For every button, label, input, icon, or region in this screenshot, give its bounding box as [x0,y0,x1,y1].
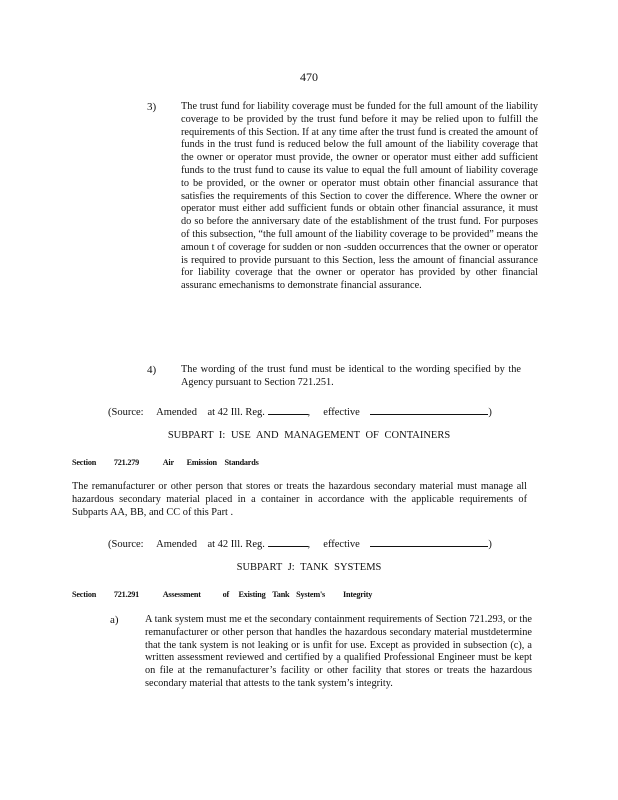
source-prefix: (Source: [108,407,144,418]
page-number: 470 [300,70,318,84]
source-note-1 [108,404,492,419]
section-279-text: The remanufacturer or other person that stores or treats the hazardous secondary material must manage all hazardous secondary material placed in a container in accordance with the applicable requirements of Subparts AA, BB, and CC of this Part . [72,481,527,518]
section-title-word: Standards [224,458,259,467]
section-label: Section [72,458,97,467]
section-title-word: System's [296,590,326,599]
section-title-word: of [222,590,229,599]
source-action: Amended [156,407,197,418]
item-3-number: 3) [147,101,157,113]
source-register: at 42 Ill. Reg. [207,407,265,418]
section-title-word: Air [162,458,174,467]
source-comma: , [307,539,311,550]
subpart-i-heading: SUBPART I: USE AND MANAGEMENT OF CONTAINERS [167,430,451,441]
item-4-number: 4) [147,364,157,376]
item-3-text: The trust fund for liability coverage must be funded for the full amount of the liability coverage to be provided by the trust fund before it may be relied upon to fulfill the requirements of this Section. If at any time after the trust fund is created the amount of funds in the trust fund is reduced below the full amount of the liability coverage that the owner or operator must provide, the owner or operator must either add sufficient funds to the trust fund to cause its value to equal the full amount of liability coverage to be provided, or the owner or operator must obtain other financial assurance that satisfies the requirements of this Section to cover the difference. Where the owner or operator must either add sufficient funds or obtain other financial assurance, it must do so before the anniversary date of the establishment of the trust fund. For purposes of this subsection, “the full amount of the liability coverage to be provided” means the amoun t of coverage for sudden or non -sudden occurrences that the owner or operator is required to provide pursuant to this Section, less the amount of financial assurance for liability coverage that the owner or operator has provided by other financial assuranc emechanisms to demonstrate financial assurance. [181,101,538,292]
section-title-word: Emission [186,458,217,467]
subpart-j-heading: SUBPART J: TANK SYSTEMS [236,562,382,573]
source-register-blank [268,536,308,547]
section-title-word: Existing [238,590,266,599]
source-effective-blank [370,536,488,547]
item-a-paragraph [145,614,532,691]
source-effective: effective [323,407,360,418]
source-effective: effective [323,539,360,550]
source-action: Amended [156,539,197,550]
section-label: Section [72,590,97,599]
section-number: 721.291 [113,590,140,599]
section-291-heading [72,590,372,599]
source-effective-blank [370,404,488,415]
item-4-paragraph [181,364,521,390]
section-279-heading [72,458,259,467]
source-close: ) [488,407,492,418]
section-title-word: Assessment [162,590,201,599]
item-4-text: The wording of the trust fund must be identical to the wording specified by the Agency pursuant to Section 721.251. [181,364,521,388]
source-register: at 42 Ill. Reg. [207,539,265,550]
item-a-text: A tank system must me et the secondary containment requirements of Section 721.293, or the remanufacturer or other person that handles the hazardous secondary material mustdetermine that the tank system is not leaking or is unfit for use. Except as provided in subsection (c), a written assessment reviewed and certified by a qualified Professional Engineer must be kept on file at the remanufacturer’s facility or other facility that stores or treats the hazardous secondary material that attests to the tank system’s integrity. [145,614,532,689]
source-comma: , [307,407,311,418]
section-title-word: Tank [272,590,290,599]
section-279-paragraph [72,481,527,519]
source-note-2 [108,536,492,551]
source-prefix: (Source: [108,539,144,550]
section-title-word: Integrity [343,590,373,599]
item-3-paragraph [181,101,538,293]
source-register-blank [268,404,308,415]
source-close: ) [488,539,492,550]
section-number: 721.279 [113,458,140,467]
item-a-number: a) [110,614,119,626]
